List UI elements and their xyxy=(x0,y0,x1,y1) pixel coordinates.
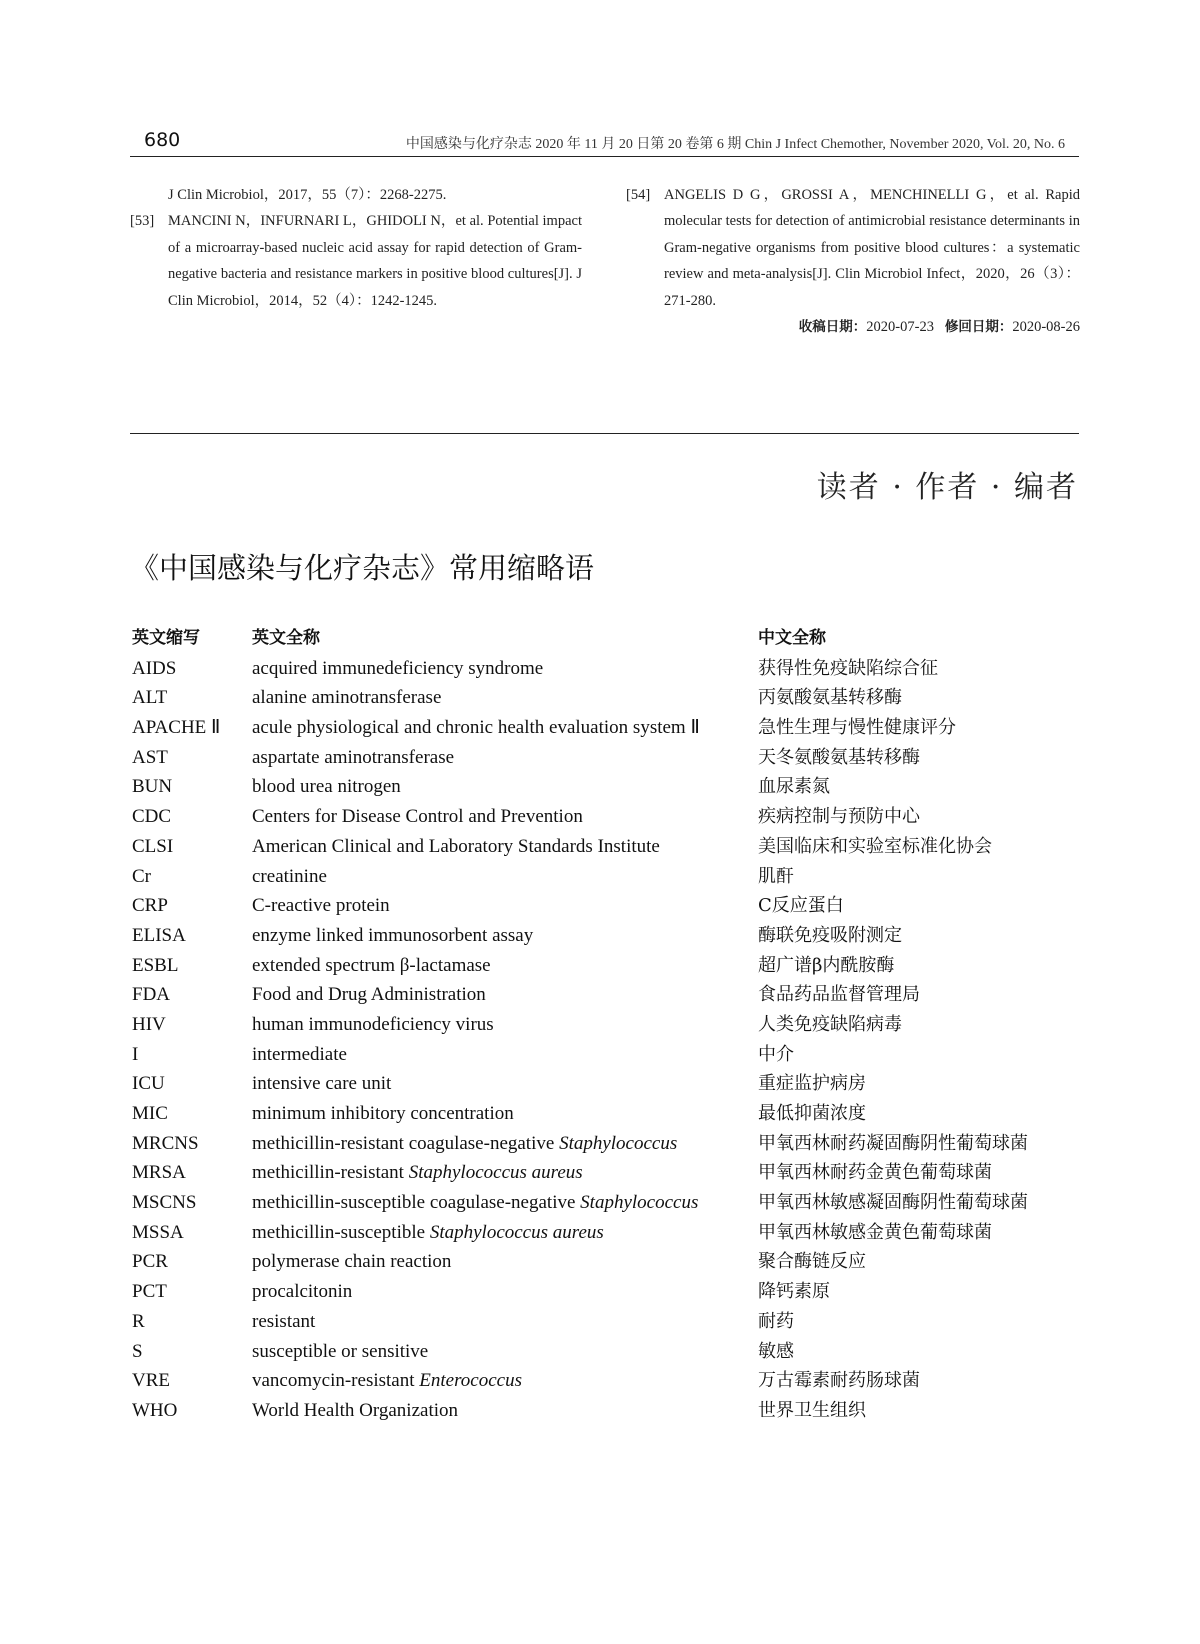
table-row xyxy=(132,1158,1082,1188)
chinese-name-cell: 耐药 xyxy=(758,1310,794,1332)
article-dates xyxy=(626,314,1080,340)
abbr-cell: MRSA xyxy=(132,1162,186,1184)
english-name-cell xyxy=(252,1307,315,1337)
english-name-cell xyxy=(252,951,491,981)
table-row xyxy=(132,1099,1082,1129)
table-row xyxy=(132,683,1082,713)
abbr-cell: Cr xyxy=(132,865,151,887)
running-head: 中国感染与化疗杂志 2020 年 11 月 20 日第 20 卷第 6 期 Chin J Infect Chemother, November 2020, Vol. 20, No. 6 xyxy=(405,137,1065,152)
organism-name-italic: Enterococcus xyxy=(419,1370,522,1392)
english-name-cell xyxy=(252,772,401,802)
chinese-name-cell: 疾病控制与预防中心 xyxy=(758,806,920,828)
english-name-text: acule physiological and chronic health evaluation system Ⅱ xyxy=(252,717,700,739)
english-name-cell xyxy=(252,1247,451,1277)
table-header-row xyxy=(132,624,1082,654)
revised-date: 2020-08-26 xyxy=(1012,319,1080,336)
abbr-cell: ALT xyxy=(132,687,168,709)
abbr-cell: CDC xyxy=(132,806,172,828)
chinese-name-cell: 重症监护病房 xyxy=(758,1073,866,1095)
received-date: 2020-07-23 xyxy=(866,319,934,336)
table-row xyxy=(132,921,1082,951)
chinese-name-cell: 美国临床和实验室标准化协会 xyxy=(758,835,992,857)
english-name-cell xyxy=(252,683,441,713)
table-row xyxy=(132,743,1082,773)
abbr-cell: MSSA xyxy=(132,1221,184,1243)
english-name-text: vancomycin-resistant xyxy=(252,1370,420,1392)
chinese-name-cell: 获得性免疫缺陷综合征 xyxy=(758,657,938,679)
abbr-cell: ICU xyxy=(132,1073,165,1095)
table-row xyxy=(132,832,1082,862)
english-name-text: extended spectrum β-lactamase xyxy=(252,954,491,976)
table-row xyxy=(132,772,1082,802)
chinese-name-cell: 降钙素原 xyxy=(758,1281,830,1303)
abbr-cell: VRE xyxy=(132,1370,170,1392)
english-name-text: methicillin-susceptible coagulase-negative xyxy=(252,1192,581,1214)
chinese-name-cell: 甲氧西林敏感凝固酶阴性葡萄球菌 xyxy=(758,1192,1028,1214)
header-chinese: 中文全称 xyxy=(758,628,826,648)
abbr-cell: CRP xyxy=(132,895,168,917)
english-name-cell xyxy=(252,1099,514,1129)
chinese-name-cell: 肌酐 xyxy=(758,865,794,887)
english-name-text: American Clinical and Laboratory Standards Institute xyxy=(252,835,660,857)
table-row xyxy=(132,891,1082,921)
table-row xyxy=(132,1366,1082,1396)
english-name-text: human immunodeficiency virus xyxy=(252,1013,494,1035)
english-name-text: methicillin-susceptible xyxy=(252,1221,430,1243)
chinese-name-cell: 最低抑菌浓度 xyxy=(758,1103,866,1124)
references-right-column xyxy=(626,182,1080,340)
english-name-cell xyxy=(252,1040,347,1070)
english-name-text: polymerase chain reaction xyxy=(252,1251,452,1273)
abbr-cell: AST xyxy=(132,746,168,768)
reference-item xyxy=(130,208,582,314)
organism-name-italic: Staphylococcus aureus xyxy=(408,1162,583,1184)
abbr-cell: MIC xyxy=(132,1103,168,1124)
english-name-cell xyxy=(252,1158,583,1188)
table-row xyxy=(132,1129,1082,1159)
organism-name-italic: Staphylococcus xyxy=(559,1132,678,1154)
chinese-name-cell: 天冬氨酸氨基转移酶 xyxy=(758,746,920,768)
reference-continuation: J Clin Microbiol，2017，55（7）：2268-2275. xyxy=(168,187,447,203)
english-name-cell xyxy=(252,862,327,892)
abbr-cell: ESBL xyxy=(132,954,179,976)
table-row xyxy=(132,1040,1082,1070)
chinese-name-cell: 中介 xyxy=(758,1043,794,1065)
chinese-name-cell: 甲氧西林敏感金黄色葡萄球菌 xyxy=(758,1221,992,1243)
english-name-cell xyxy=(252,1188,698,1218)
chinese-name-cell: 万古霉素耐药肠球菌 xyxy=(758,1370,920,1392)
english-name-text: Food and Drug Administration xyxy=(252,984,486,1006)
english-name-text: enzyme linked immunosorbent assay xyxy=(252,924,534,946)
english-name-cell xyxy=(252,1069,391,1099)
references-left-column xyxy=(130,182,582,314)
reference-number: [53] xyxy=(130,213,155,230)
english-name-cell xyxy=(252,921,533,951)
abbr-cell: WHO xyxy=(132,1399,178,1421)
abbr-cell: PCT xyxy=(132,1281,167,1303)
table-row xyxy=(132,802,1082,832)
table-row xyxy=(132,1337,1082,1367)
table-row xyxy=(132,1010,1082,1040)
chinese-name-cell: 丙氨酸氨基转移酶 xyxy=(758,687,902,709)
table-row xyxy=(132,1277,1082,1307)
section-divider xyxy=(130,433,1079,434)
abbr-cell: ELISA xyxy=(132,924,186,946)
english-name-text: C-reactive protein xyxy=(252,895,390,917)
table-row xyxy=(132,951,1082,981)
english-name-cell xyxy=(252,1396,458,1426)
reference-item xyxy=(626,182,1080,314)
english-name-text: minimum inhibitory concentration xyxy=(252,1103,514,1124)
table-row xyxy=(132,1218,1082,1248)
english-name-text: methicillin-resistant xyxy=(252,1162,409,1184)
chinese-name-cell: 甲氧西林耐药凝固酶阴性葡萄球菌 xyxy=(758,1132,1028,1154)
abbr-cell: APACHE Ⅱ xyxy=(132,717,221,739)
revised-label: 修回日期： xyxy=(944,319,1013,336)
english-name-text: acquired immunedeficiency syndrome xyxy=(252,657,544,679)
english-name-text: susceptible or sensitive xyxy=(252,1340,429,1362)
chinese-name-cell: 世界卫生组织 xyxy=(758,1399,866,1421)
abbr-cell: S xyxy=(132,1340,143,1362)
abbreviations-title: 《中国感染与化疗杂志》常用缩略语 xyxy=(130,551,595,585)
english-name-text: methicillin-resistant coagulase-negative xyxy=(252,1132,560,1154)
reference-text: ANGELIS D G，GROSSI A，MENCHINELLI G，et al. Rapid molecular tests for detection of antimicrobial resistance determinants in Gram-negative organisms from positive blood cultures：a systematic review and meta-analysis[J]. Clin Microbiol Infect，2020，26（3）：271-280. xyxy=(664,187,1080,309)
english-name-cell xyxy=(252,1218,604,1248)
abbr-cell: HIV xyxy=(132,1013,166,1035)
english-name-text: resistant xyxy=(252,1310,316,1332)
organism-name-italic: Staphylococcus aureus xyxy=(429,1221,604,1243)
abbr-cell: FDA xyxy=(132,984,171,1006)
chinese-name-cell: C反应蛋白 xyxy=(758,895,844,917)
chinese-name-cell: 食品药品监督管理局 xyxy=(758,984,920,1006)
received-label: 收稿日期： xyxy=(798,319,867,336)
abbr-cell: R xyxy=(132,1310,145,1332)
abbr-cell: CLSI xyxy=(132,835,174,857)
abbr-cell: PCR xyxy=(132,1251,168,1273)
table-row xyxy=(132,862,1082,892)
chinese-name-cell: 人类免疫缺陷病毒 xyxy=(758,1013,902,1035)
english-name-cell xyxy=(252,1277,352,1307)
table-row xyxy=(132,980,1082,1010)
abbreviation-table xyxy=(132,624,1082,1426)
english-name-text: blood urea nitrogen xyxy=(252,776,401,798)
chinese-name-cell: 超广谱β内酰胺酶 xyxy=(758,954,895,976)
table-row xyxy=(132,1247,1082,1277)
english-name-text: aspartate aminotransferase xyxy=(252,746,455,768)
reference-text: MANCINI N，INFURNARI L，GHIDOLI N，et al. Potential impact of a microarray-based nucleic acid assay for rapid detection of Gram-negative bacteria and resistance markers in positive blood cultures[J]. J Clin Microbiol，2014，52（4）：1242-1245. xyxy=(168,213,582,309)
chinese-name-cell: 急性生理与慢性健康评分 xyxy=(758,717,956,739)
organism-name-italic: Staphylococcus xyxy=(580,1192,699,1214)
page-number: 680 xyxy=(144,129,181,151)
english-name-text: intensive care unit xyxy=(252,1073,392,1095)
english-name-cell xyxy=(252,832,660,862)
english-name-text: World Health Organization xyxy=(252,1399,459,1421)
header-abbr: 英文缩写 xyxy=(132,628,200,648)
chinese-name-cell: 聚合酶链反应 xyxy=(758,1251,866,1273)
abbr-cell: AIDS xyxy=(132,657,177,679)
english-name-cell xyxy=(252,1010,494,1040)
english-name-cell xyxy=(252,743,454,773)
english-name-cell xyxy=(252,654,543,684)
english-name-cell xyxy=(252,980,486,1010)
page-header xyxy=(130,126,1079,157)
chinese-name-cell: 酶联免疫吸附测定 xyxy=(758,924,902,946)
english-name-text: creatinine xyxy=(252,865,327,887)
abbr-cell: BUN xyxy=(132,776,173,798)
english-name-cell xyxy=(252,1129,677,1159)
table-row xyxy=(132,1307,1082,1337)
english-name-text: procalcitonin xyxy=(252,1281,353,1303)
english-name-text: Centers for Disease Control and Prevention xyxy=(252,806,583,828)
section-title: 读者 · 作者 · 编者 xyxy=(816,470,1078,505)
abbr-cell: MRCNS xyxy=(132,1132,199,1154)
table-row xyxy=(132,1396,1082,1426)
table-row xyxy=(132,1188,1082,1218)
english-name-cell xyxy=(252,891,390,921)
english-name-cell xyxy=(252,1337,428,1367)
abbr-cell: MSCNS xyxy=(132,1192,197,1214)
english-name-cell xyxy=(252,713,700,743)
english-name-cell xyxy=(252,802,583,832)
table-row xyxy=(132,713,1082,743)
reference-number: [54] xyxy=(626,187,651,203)
english-name-text: intermediate xyxy=(252,1043,347,1065)
table-row xyxy=(132,654,1082,684)
chinese-name-cell: 敏感 xyxy=(758,1340,794,1362)
english-name-cell xyxy=(252,1366,522,1396)
table-row xyxy=(132,1069,1082,1099)
chinese-name-cell: 甲氧西林耐药金黄色葡萄球菌 xyxy=(758,1162,992,1184)
english-name-text: alanine aminotransferase xyxy=(252,687,442,709)
abbr-cell: I xyxy=(132,1043,139,1065)
chinese-name-cell: 血尿素氮 xyxy=(758,776,830,798)
header-english: 英文全称 xyxy=(252,628,320,648)
